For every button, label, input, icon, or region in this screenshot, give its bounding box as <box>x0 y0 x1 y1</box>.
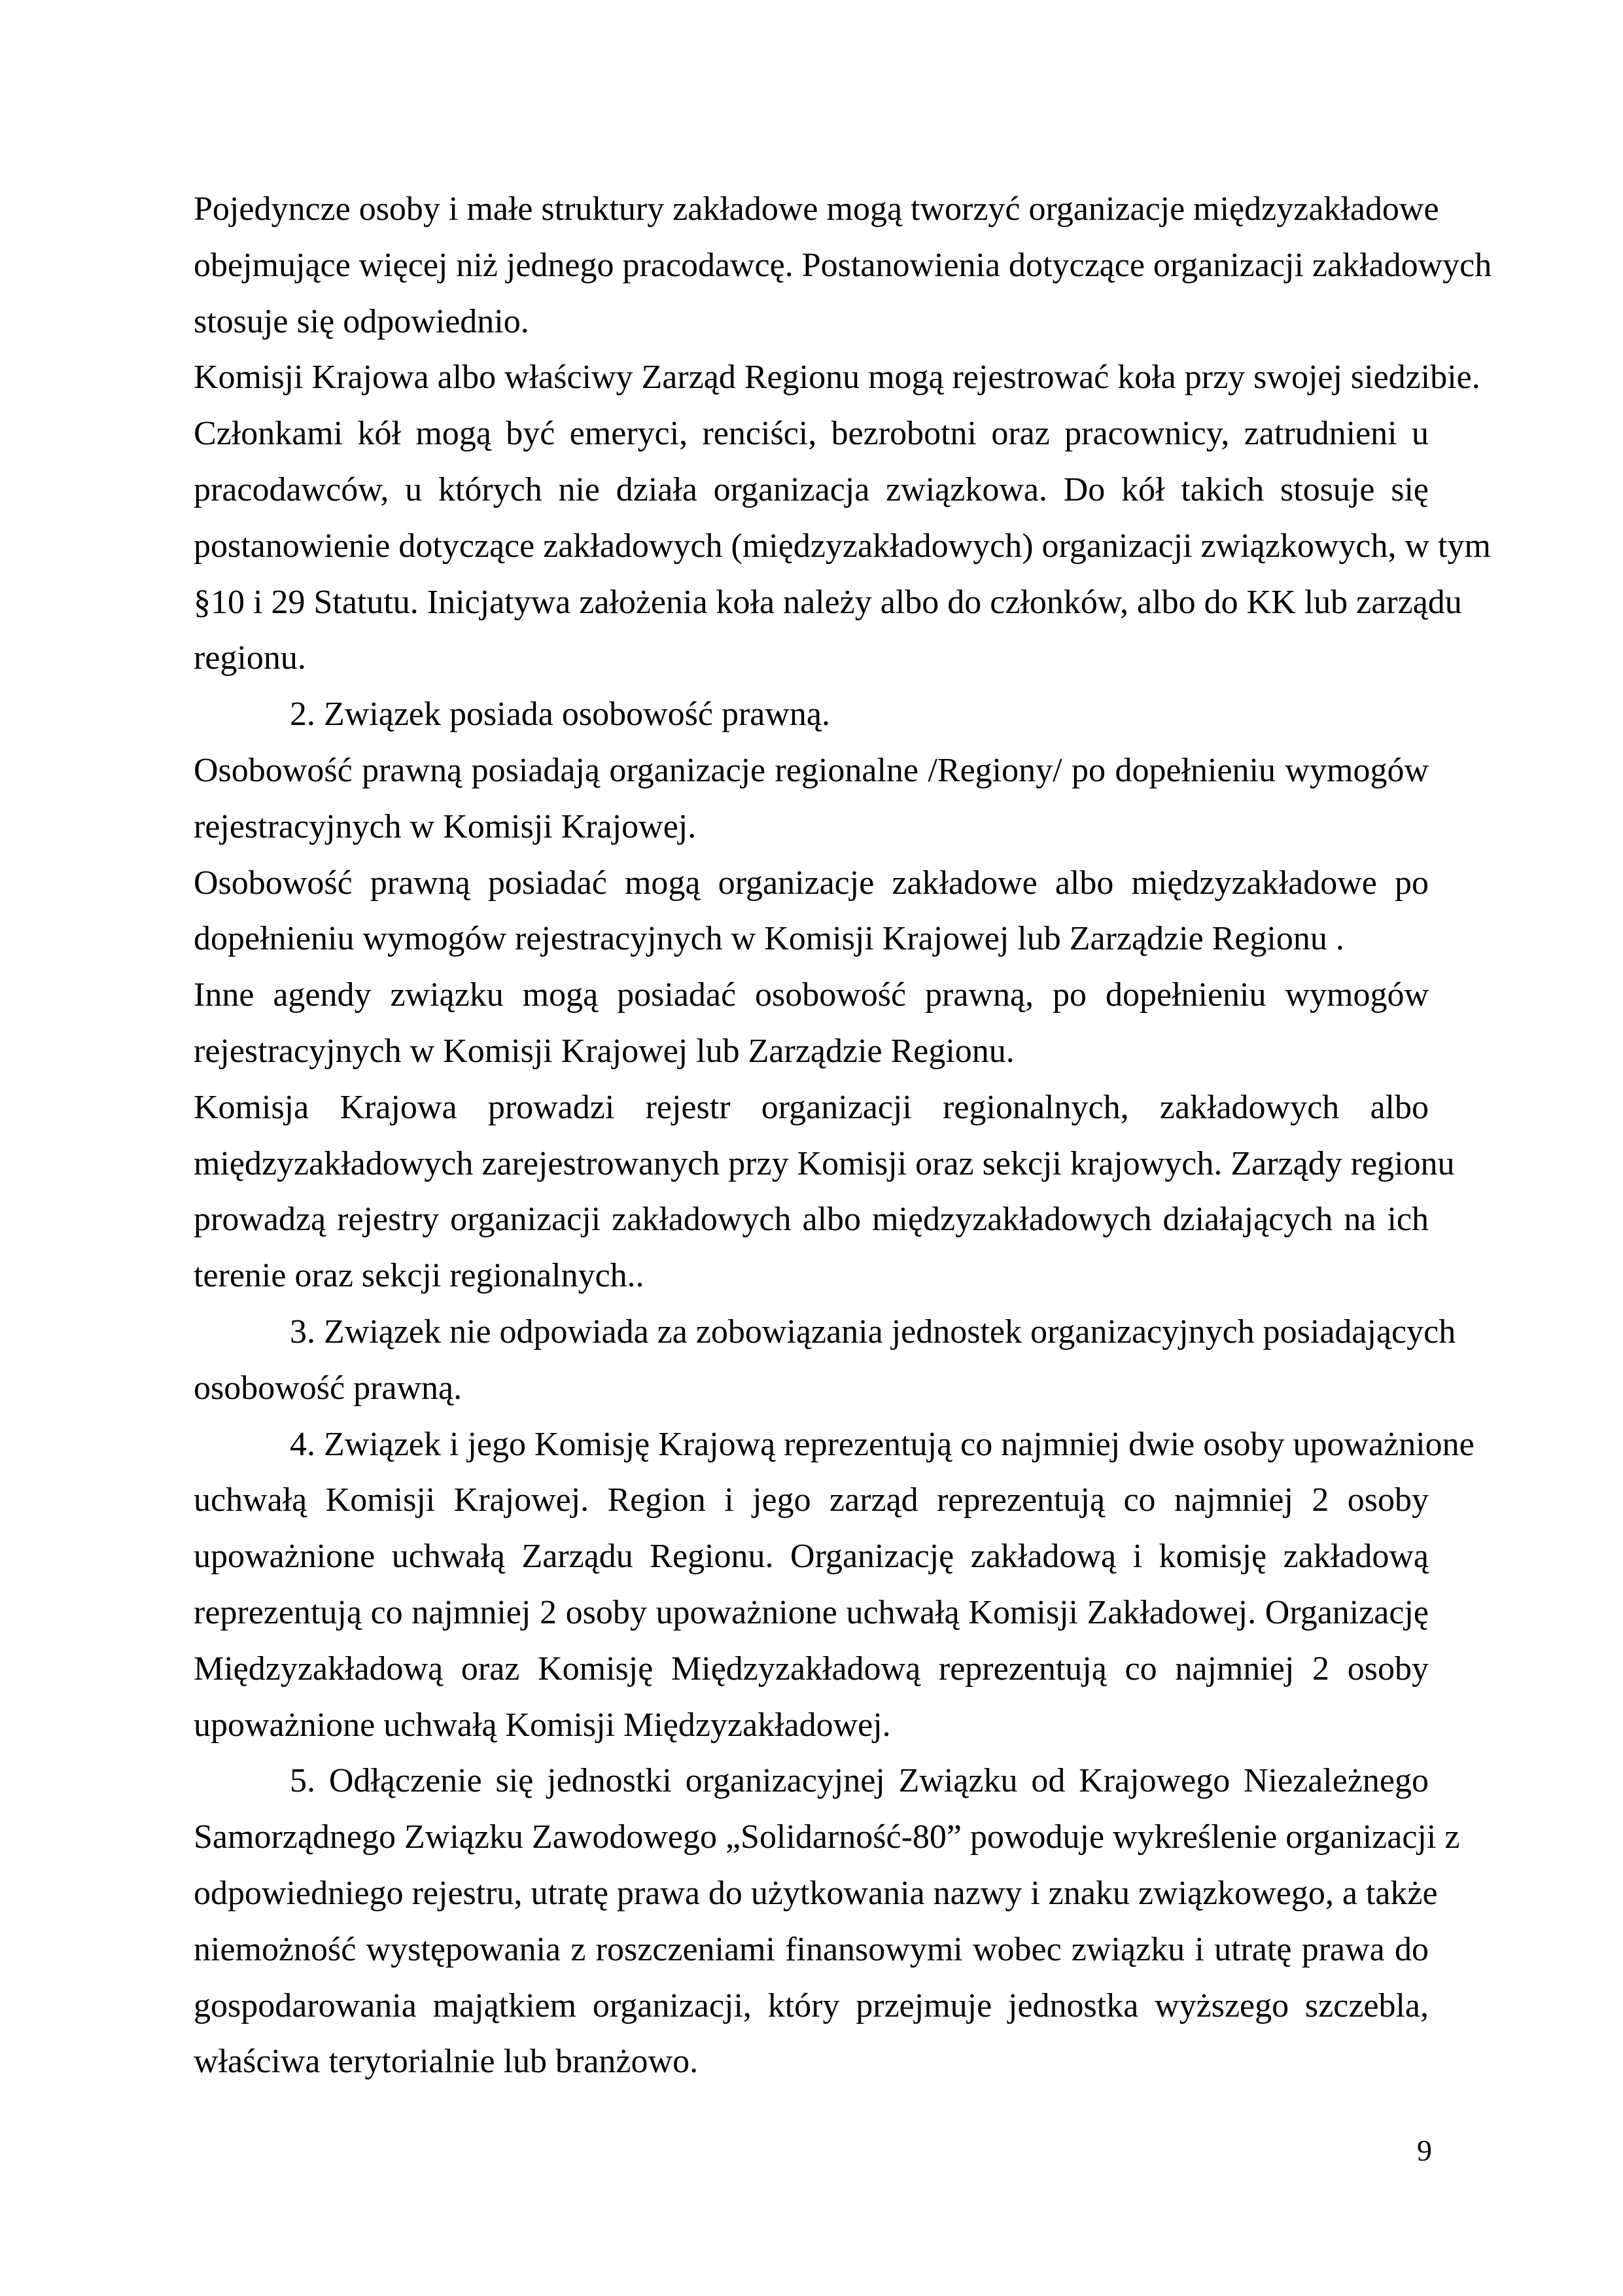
text-line: postanowienie dotyczące zakładowych (międzyzakładowych) organizacji związkowych, w tym <box>194 527 1491 565</box>
text-line: Komisji Krajowa albo właściwy Zarząd Regionu mogą rejestrować koła przy swojej siedzibie. <box>194 359 1480 397</box>
text-line: międzyzakładowych zarejestrowanych przy Komisji oraz sekcji krajowych. Zarządy regionu <box>194 1144 1455 1182</box>
paragraph-kola <box>194 349 1491 686</box>
text-line: rejestracyjnych w Komisji Krajowej lub Zarządzie Regionu. <box>194 1032 1015 1070</box>
text-line: niemożność występowania z roszczeniami finansowymi wobec związku i utratę prawa do <box>194 1930 1429 1968</box>
text-line: rejestracyjnych w Komisji Krajowej. <box>194 807 697 845</box>
text-line: gospodarowania majątkiem organizacji, który przejmuje jednostka wyższego szczebla, <box>194 1987 1429 2024</box>
text-line: dopełnieniu wymogów rejestracyjnych w Komisji Krajowej lub Zarządzie Regionu . <box>194 920 1344 958</box>
text-line: uchwałą Komisji Krajowej. Region i jego zarząd reprezentują co najmniej 2 osoby <box>194 1481 1429 1519</box>
text-line: odpowiedniego rejestru, utratę prawa do użytkowania nazwy i znaku związkowego, a także <box>194 1874 1438 1912</box>
text-line: regionu. <box>194 639 306 677</box>
text-line: Pojedyncze osoby i małe struktury zakładowe mogą tworzyć organizacje międzyzakładowe <box>194 190 1439 228</box>
text-line: 4. Związek i jego Komisję Krajową reprezentują co najmniej dwie osoby upoważnione <box>290 1425 1475 1463</box>
paragraph-zakladowe <box>194 855 1429 968</box>
body-text <box>194 181 1492 2090</box>
text-line: terenie oraz sekcji regionalnych.. <box>194 1257 644 1295</box>
text-line: reprezentują co najmniej 2 osoby upoważnione uchwałą Komisji Zakładowej. Organizację <box>194 1593 1429 1631</box>
text-line: Komisja Krajowa prowadzi rejestr organizacji regionalnych, zakładowych albo <box>194 1088 1429 1126</box>
text-line: Samorządnego Związku Zawodowego „Solidarność-80” powoduje wykreślenie organizacji z <box>194 1818 1460 1856</box>
text-line: §10 i 29 Statutu. Inicjatywa założenia koła należy albo do członków, albo do KK lub zarządu <box>194 583 1462 621</box>
text-line: 5. Odłączenie się jednostki organizacyjnej Związku od Krajowego Niezależnego <box>290 1762 1429 1800</box>
paragraph-point-4 <box>194 1417 1475 1754</box>
text-line: Inne agendy związku mogą posiadać osobowość prawną, po dopełnieniu wymogów <box>194 976 1429 1014</box>
paragraph-agendy <box>194 967 1429 1080</box>
text-line: obejmujące więcej niż jednego pracodawcę. Postanowienia dotyczące organizacji zakładowych <box>194 246 1492 284</box>
text-line: 2. Związek posiada osobowość prawną. <box>290 696 830 733</box>
paragraph-rejestr <box>194 1080 1455 1304</box>
paragraph-point-5 <box>194 1753 1460 2090</box>
text-line: prowadzą rejestry organizacji zakładowych albo międzyzakładowych działających na ich <box>194 1201 1429 1239</box>
paragraph-miedzyzakladowe <box>194 181 1492 349</box>
paragraph-point-2 <box>194 686 1429 743</box>
text-line: 3. Związek nie odpowiada za zobowiązania jednostek organizacyjnych posiadających <box>290 1313 1456 1351</box>
text-line: Osobowość prawną posiadać mogą organizacje zakładowe albo międzyzakładowe po <box>194 864 1429 902</box>
text-line: pracodawców, u których nie działa organizacja związkowa. Do kół takich stosuje się <box>194 470 1429 508</box>
text-line: Międzyzakładową oraz Komisję Międzyzakładową reprezentują co najmniej 2 osoby <box>194 1650 1429 1687</box>
page-number: 9 <box>1417 2134 1432 2167</box>
text-line: Członkami kół mogą być emeryci, renciści, bezrobotni oraz pracownicy, zatrudnieni u <box>194 415 1429 453</box>
text-line: właściwa terytorialnie lub branżowo. <box>194 2043 699 2081</box>
paragraph-regiony <box>194 743 1429 855</box>
text-line: stosuje się odpowiednio. <box>194 302 529 340</box>
text-line: osobowość prawną. <box>194 1369 462 1407</box>
text-line: upoważnione uchwałą Komisji Międzyzakładowej. <box>194 1706 891 1744</box>
text-line: upoważnione uchwałą Zarządu Regionu. Organizację zakładową i komisję zakładową <box>194 1538 1429 1576</box>
paragraph-point-3 <box>194 1304 1456 1417</box>
text-line: Osobowość prawną posiadają organizacje regionalne /Regiony/ po dopełnieniu wymogów <box>194 751 1429 789</box>
